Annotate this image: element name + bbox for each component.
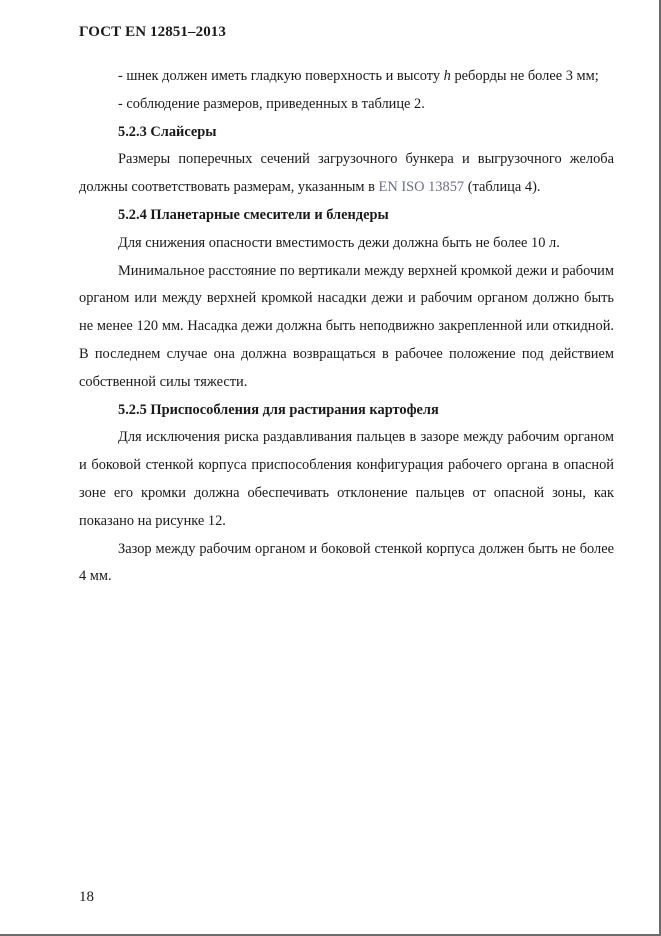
section-heading-5-2-4: 5.2.4 Планетарные смесители и блендеры bbox=[118, 206, 389, 223]
document-body bbox=[79, 63, 614, 591]
standard-reference-link[interactable]: EN ISO 13857 bbox=[378, 179, 465, 196]
paragraph-finger-risk: Для исключения риска раздавливания пальцев в зазоре между рабочим органом и боковой стенкой корпуса приспособления конфигурация рабочего органа в опасной зоне его кромки должна обеспечивать отклонение пальцев от опасной зоны, как показано на рисунке 12. bbox=[79, 429, 614, 529]
paragraph-text: реборды не более 3 мм; bbox=[450, 68, 599, 84]
paragraph-slicers bbox=[79, 146, 614, 202]
section-heading-5-2-3: 5.2.3 Слайсеры bbox=[118, 123, 217, 140]
paragraph-bowl-capacity: Для снижения опасности вместимость дежи должна быть не более 10 л. bbox=[118, 234, 560, 251]
paragraph-min-distance: Минимальное расстояние по вертикали между верхней кромкой дежи и рабочим органом или между верхней кромкой насадки дежи и рабочим органом должно быть не менее 120 мм. Насадка дежи должна быть неподвижно закрепленной или откидной. В последнем случае она должна возвращаться в рабочее положение под действием собственной силы тяжести. bbox=[79, 262, 614, 390]
paragraph-text: Размеры поперечных сечений загрузочного бункера и выгрузочного желоба должны соответствовать размерам, указанным в bbox=[79, 151, 614, 196]
paragraph-screw-requirement bbox=[79, 63, 614, 91]
section-heading-5-2-5: 5.2.5 Приспособления для растирания картофеля bbox=[118, 401, 439, 418]
document-header: ГОСТ EN 12851–2013 bbox=[79, 24, 226, 40]
paragraph-text: (таблица 4). bbox=[464, 179, 541, 196]
paragraph-gap: Зазор между рабочим органом и боковой стенкой корпуса должен быть не более 4 мм. bbox=[79, 540, 614, 585]
paragraph-text: - шнек должен иметь гладкую поверхность и высоту bbox=[118, 68, 444, 84]
paragraph-dimensions: - соблюдение размеров, приведенных в таблице 2. bbox=[118, 95, 425, 112]
variable-h: h bbox=[443, 68, 451, 84]
page-number: 18 bbox=[79, 889, 94, 905]
